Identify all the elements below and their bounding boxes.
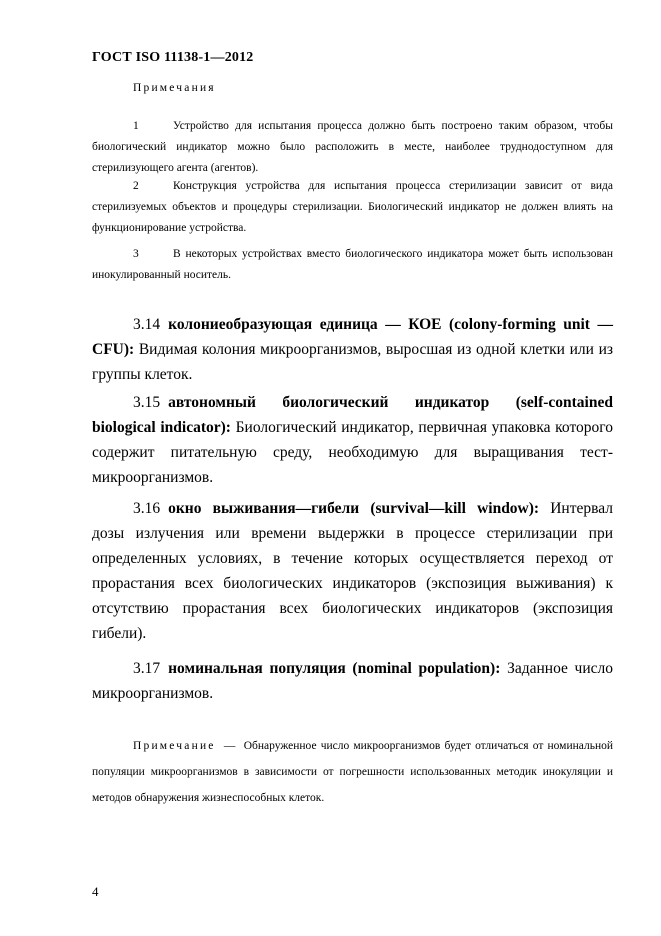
- note-text: В некоторых устройствах вместо биологического индикатора может быть использован инокулированный носитель.: [92, 248, 613, 281]
- note-number: 2: [133, 180, 139, 192]
- term-3-17: [92, 656, 613, 706]
- note-item-2: [92, 176, 613, 239]
- term-3-16: [92, 496, 613, 646]
- term-3-14: [92, 312, 613, 387]
- final-note-label: Примечание: [133, 740, 216, 752]
- term-title: окно выживания—гибели (survival—kill window):: [168, 500, 540, 517]
- term-number: 3.15: [133, 394, 161, 411]
- term-definition: Интервал дозы излучения или времени выдержки в процессе стерилизации при определенных условиях, в течение которых осуществляется переход от прорастания всех биологических индикаторов (экспозиция выживания) к отсутствию прорастания всех биологических индикаторов (экспозиция гибели).: [92, 500, 613, 642]
- final-note: [92, 733, 613, 811]
- page-number: 4: [92, 884, 99, 899]
- note-number: 3: [133, 248, 139, 260]
- term-definition: Заданное число микроорганизмов.: [92, 660, 614, 702]
- term-title: номинальная популяция (nominal population):: [168, 660, 501, 677]
- term-definition: Биологический индикатор, первичная упаковка которого содержит питательную среду, необходимую для выращивания тест-микроорганизмов.: [92, 419, 614, 486]
- final-note-text: Обнаруженное число микроорганизмов будет отличаться от номинальной популяции микроорганизмов в зависимости от погрешности использованных методик инокуляции и методов обнаружения жизнеспособных клеток.: [92, 740, 614, 804]
- term-definition: Видимая колония микроорганизмов, выросшая из одной клетки или из группы клеток.: [92, 341, 614, 383]
- term-number: 3.16: [133, 500, 161, 517]
- note-item-3: [92, 244, 613, 286]
- notes-title: Примечания: [133, 82, 216, 94]
- note-item-1: [92, 116, 613, 179]
- note-number: 1: [133, 120, 139, 132]
- term-number: 3.14: [133, 316, 161, 333]
- final-note-dash: —: [223, 740, 236, 752]
- term-3-15: [92, 390, 613, 490]
- note-text: Устройство для испытания процесса должно быть построено таким образом, чтобы биологический индикатор можно было расположить в месте, наиболее труднодоступном для стерилизующего агента (агентов).: [92, 120, 613, 174]
- note-text: Конструкция устройства для испытания процесса стерилизации зависит от вида стерилизуемых объектов и процедуры стерилизации. Биологический индикатор не должен влиять на функционирование устройства.: [92, 180, 613, 234]
- document-header: ГОСТ ISO 11138-1—2012: [92, 50, 254, 65]
- term-title: автономный биологический индикатор (self-contained biological indicator):: [92, 394, 613, 436]
- term-number: 3.17: [133, 660, 161, 677]
- term-title: колониеобразующая единица — КОЕ (colony-forming unit — CFU):: [92, 316, 613, 358]
